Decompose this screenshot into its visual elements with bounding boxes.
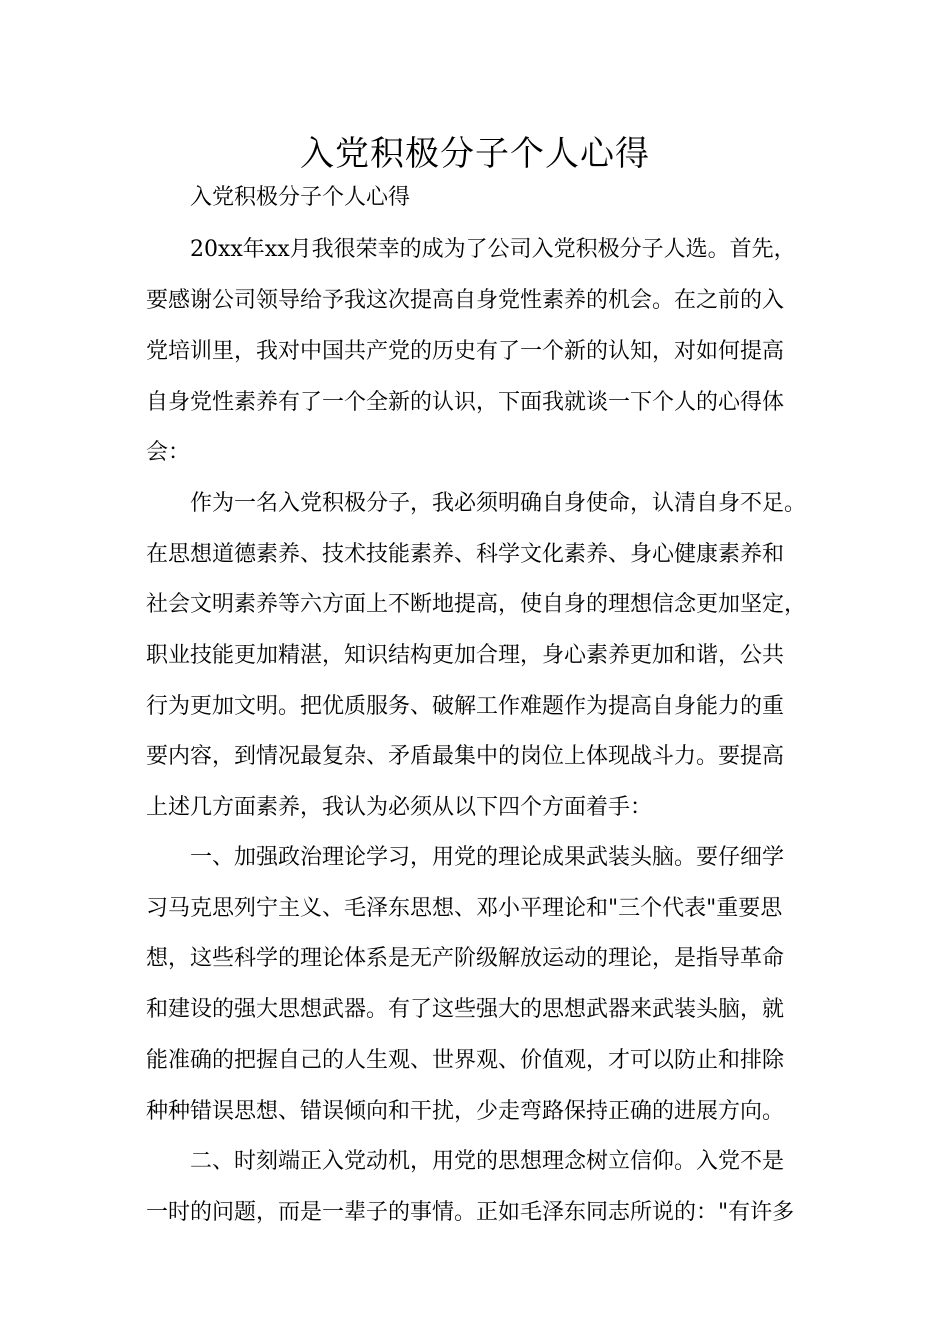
paragraph-line: 在思想道德素养、技术技能素养、科学文化素养、身心健康素养和 — [146, 542, 785, 567]
paragraph-line: 二、时刻端正入党动机，用党的思想理念树立信仰。入党不是 — [190, 1149, 785, 1174]
paragraph-line: 20xx年xx月我很荣幸的成为了公司入党积极分子人选。首先， — [190, 237, 796, 262]
paragraph-line: 想，这些科学的理论体系是无产阶级解放运动的理论，是指导革命 — [146, 946, 785, 971]
paragraph-line: 行为更加文明。把优质服务、破解工作难题作为提高自身能力的重 — [146, 694, 785, 719]
paragraph-line: 一、加强政治理论学习，用党的理论成果武装头脑。要仔细学 — [190, 845, 785, 870]
paragraph-line: 一时的问题，而是一辈子的事情。正如毛泽东同志所说的："有许多 — [146, 1200, 795, 1225]
paragraph-line: 种种错误思想、错误倾向和干扰，少走弯路保持正确的进展方向。 — [146, 1099, 785, 1124]
paragraph-line: 职业技能更加精湛，知识结构更加合理，身心素养更加和谐，公共 — [146, 643, 785, 668]
paragraph-line: 自身党性素养有了一个全新的认识，下面我就谈一下个人的心得体 — [146, 390, 785, 415]
paragraph-line: 作为一名入党积极分子，我必须明确自身使命，认清自身不足。 — [190, 491, 807, 516]
paragraph-line: 要内容，到情况最复杂、矛盾最集中的岗位上体现战斗力。要提高 — [146, 744, 785, 769]
paragraph-line: 要感谢公司领导给予我这次提高自身党性素养的机会。在之前的入 — [146, 288, 785, 313]
paragraph-line: 会： — [146, 440, 191, 465]
paragraph-line: 党培训里，我对中国共产党的历史有了一个新的认知，对如何提高 — [146, 339, 785, 364]
subtitle-line: 入党积极分子个人心得 — [190, 185, 411, 210]
paragraph-line: 社会文明素养等六方面上不断地提高，使自身的理想信念更加坚定， — [146, 592, 807, 617]
paragraph-line: 上述几方面素养，我认为必须从以下四个方面着手： — [146, 795, 653, 820]
paragraph-line: 和建设的强大思想武器。有了这些强大的思想武器来武装头脑，就 — [146, 997, 785, 1022]
document-title: 入党积极分子个人心得 — [300, 134, 650, 174]
paragraph-line: 能准确的把握自己的人生观、世界观、价值观，才可以防止和排除 — [146, 1048, 785, 1073]
paragraph-line: 习马克思列宁主义、毛泽东思想、邓小平理论和"三个代表"重要思 — [146, 896, 783, 921]
